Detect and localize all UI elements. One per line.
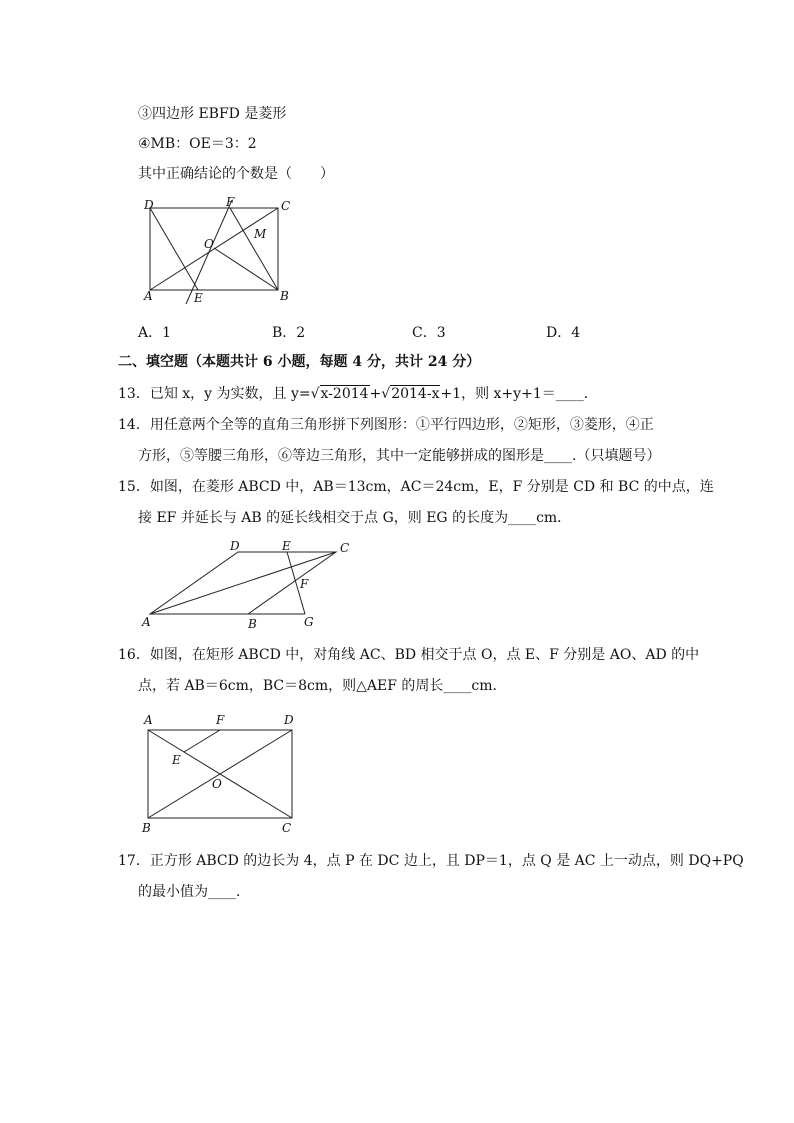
q12-rectangle-figure xyxy=(140,196,300,308)
q13-after: +1，则 x+y+1＝____． xyxy=(440,386,598,402)
q15-label-f: F xyxy=(300,577,309,591)
q16-label-c: C xyxy=(282,821,292,835)
q16-line-2: 点，若 AB＝6cm，BC＝8cm，则△AEF 的周长____cm． xyxy=(138,678,507,694)
q12-label-d: D xyxy=(144,198,154,212)
q16-rectangle-figure xyxy=(140,708,308,836)
q12-option-a: A．1 xyxy=(138,325,172,341)
q12-statement-4: ④MB：OE＝3：2 xyxy=(138,136,257,152)
q15-label-g: G xyxy=(304,615,314,629)
q16-label-e: E xyxy=(172,753,181,767)
q15-label-d: D xyxy=(230,539,240,553)
q13-before: 13．已知 x，y 为实数，且 y= xyxy=(118,386,311,402)
q12-label-b: B xyxy=(280,289,289,303)
q12-option-b: B．2 xyxy=(272,325,306,341)
q16-label-b: B xyxy=(142,821,151,835)
q13-plus: + xyxy=(369,386,382,402)
q12-label-m: M xyxy=(254,227,267,241)
q12-label-f: F xyxy=(226,196,235,209)
q15-rhombus-figure xyxy=(138,538,370,630)
q12-label-o: O xyxy=(204,237,214,251)
q16-label-o: O xyxy=(212,777,222,791)
q14-line-1: 14．用任意两个全等的直角三角形拼下列图形：①平行四边形，②矩形，③菱形，④正 xyxy=(118,417,654,433)
q16-label-d: D xyxy=(284,713,294,727)
q16-label-a: A xyxy=(144,713,153,727)
q12-prompt: 其中正确结论的个数是（ ） xyxy=(138,166,334,182)
q12-label-c: C xyxy=(281,199,291,213)
q15-label-e: E xyxy=(282,539,291,553)
q12-label-a: A xyxy=(144,289,153,303)
q12-option-d: D．4 xyxy=(546,325,581,341)
q13 xyxy=(118,384,598,404)
q12-label-e: E xyxy=(194,291,203,305)
q17-line-2: 的最小值为____． xyxy=(138,884,250,900)
q15-label-c: C xyxy=(340,541,350,555)
q15-line-2: 接 EF 并延长与 AB 的延长线相交于点 G，则 EG 的长度为____cm． xyxy=(138,510,572,526)
q15-label-b: B xyxy=(248,617,257,630)
section-title: 二、填空题（本题共计 6 小题，每题 4 分，共计 24 分） xyxy=(118,354,481,370)
q12-statement-3: ③四边形 EBFD 是菱形 xyxy=(138,106,287,122)
q13-radical-2: √2014-x xyxy=(381,386,440,402)
q16-label-f: F xyxy=(216,713,225,727)
q17-line-1: 17．正方形 ABCD 的边长为 4，点 P 在 DC 边上，且 DP＝1，点 Q 是 AC 上一动点，则 DQ+PQ xyxy=(118,853,744,869)
q14-line-2: 方形，⑤等腰三角形，⑥等边三角形，其中一定能够拼成的图形是____.（只填题号） xyxy=(138,448,661,464)
q13-radical-1: √x-2014 xyxy=(310,386,369,402)
q12-option-c: C．3 xyxy=(412,325,446,341)
q16-line-1: 16．如图，在矩形 ABCD 中，对角线 AC、BD 相交于点 O，点 E、F 分别是 AO、AD 的中 xyxy=(118,647,700,663)
q15-label-a: A xyxy=(142,615,151,629)
q15-line-1: 15．如图，在菱形 ABCD 中，AB＝13cm，AC＝24cm，E，F 分别是 CD 和 BC 的中点，连 xyxy=(118,479,714,495)
